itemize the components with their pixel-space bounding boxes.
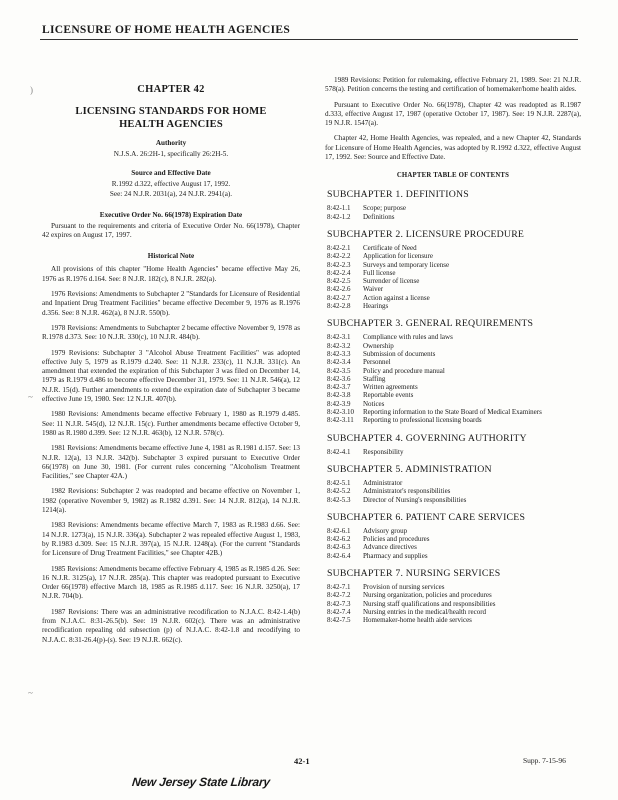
subchapter-heading: SUBCHAPTER 7. NURSING SERVICES <box>327 567 501 579</box>
subchapter-heading: SUBCHAPTER 2. LICENSURE PROCEDURE <box>327 228 525 240</box>
right-column <box>325 76 581 624</box>
section-number: 8:42-7.2 <box>327 591 351 600</box>
section-title: Ownership <box>363 341 394 350</box>
toc-title: CHAPTER TABLE OF CONTENTS <box>396 172 510 180</box>
section-number: 8:42-2.8 <box>327 302 351 311</box>
source-line-2: See: 24 N.J.R. 2031(a), 24 N.J.R. 2941(a). <box>109 189 233 198</box>
section-number: 8:42-2.7 <box>327 293 351 302</box>
section-number: 8:42-3.9 <box>327 399 351 408</box>
toc-entry <box>325 552 581 560</box>
library-stamp: New Jersey State Library <box>131 775 271 789</box>
section-title: Advisory group <box>363 526 408 535</box>
section-number: 8:42-7.3 <box>327 599 351 608</box>
toc-entry <box>325 487 581 495</box>
source-text <box>42 180 300 199</box>
section-title: Director of Nursing's responsibilities <box>363 495 467 504</box>
section-number: 8:42-3.5 <box>327 366 351 375</box>
header-rule <box>40 39 578 40</box>
history-paragraph: Chapter 42, Home Health Agencies, was repealed, and a new Chapter 42, Standards for Licensure of Home Health Agencies, was adopted by R.1992 d.322, effective August 17, 1992. See: Source and Effective Date. <box>325 134 581 162</box>
section-number: 8:42-3.6 <box>327 374 351 383</box>
toc-entry <box>325 294 581 302</box>
section-title: Reporting information to the State Board of Medical Examiners <box>363 408 542 417</box>
section-number: 8:42-2.1 <box>327 243 351 252</box>
history-paragraph: Pursuant to Executive Order No. 66(1978), Chapter 42 was readopted as R.1987 d.333, effective August 17, 1987 (operative October 17, 1987). See: 19 N.J.R. 2287(a), 19 N.J.R. 1547(a). <box>325 100 581 128</box>
section-title: Homemaker-home health aide services <box>363 616 472 625</box>
section-number: 8:42-5.1 <box>327 478 351 487</box>
authority-text: N.J.S.A. 26:2H-1, specifically 26:2H-5. <box>113 150 229 158</box>
section-title: Pharmacy and supplies <box>363 551 428 560</box>
section-number: 8:42-2.3 <box>327 260 351 269</box>
toc-entry <box>325 591 581 599</box>
history-paragraph: 1979 Revisions: Subchapter 3 "Alcohol Abuse Treatment Facilities" was adopted effective July 5, 1979 as R.1979 d.240. See: 11 N.J.R. 233(c), 11 N.J.R. 331(c). An amendment that extended the expiration of this Subchapter 3 was filed on December 14, 1979 as R.1979 d.486 to become effective December 31, 1979. See: 11 N.J.R. 546(a), 12 N.J.R. 15(d). Further amendments to extend the expiration date of Subchapter 3 became effective June 19, 1980. See: 12 N.J.R. 407(b). <box>42 348 300 404</box>
section-number: 8:42-3.2 <box>327 341 351 350</box>
subchapter-heading: SUBCHAPTER 6. PATIENT CARE SERVICES <box>327 511 526 523</box>
section-title: Personnel <box>363 358 391 367</box>
toc-entry <box>325 448 581 456</box>
history-paragraph: 1987 Revisions: There was an administrative recodification to N.J.A.C. 8:42-1.4(b) from N.J.A.C. 8:31-26.5(b). See: 19 N.J.R. 602(c). There was an administrative recodification repealing old subsection (p) of N.J.A.C. 8:42-1.8 and recodifying to N.J.A.C. 8:31-26.4(p)-(s). See: 19 N.J.R. 662(c). <box>42 607 300 644</box>
section-title: Staffing <box>363 374 386 383</box>
toc-entry <box>325 527 581 535</box>
toc-entry <box>325 333 581 341</box>
section-number: 8:42-7.1 <box>327 582 351 591</box>
history-paragraph: 1978 Revisions: Amendments to Subchapter 2 became effective November 9, 1978 as R.1978 d.373. See: 10 N.J.R. 330(c), 10 N.J.R. 484(b). <box>42 323 300 342</box>
toc-entry <box>325 350 581 358</box>
history-paragraph: 1980 Revisions: Amendments became effective February 1, 1980 as R.1979 d.485. See: 11 N.J.R. 545(d), 12 N.J.R. 15(c). Further amendments became effective October 9, 1980 as R.1980 d.399. See: 12 N.J.R. 463(b), 12 N.J.R. 578(c). <box>42 410 300 437</box>
section-title: Nursing staff qualifications and responsibilities <box>363 599 496 608</box>
section-title: Administrator's responsibilities <box>363 487 451 496</box>
toc-entry <box>325 213 581 221</box>
section-number: 8:42-2.2 <box>327 252 351 261</box>
toc-entry <box>325 616 581 624</box>
section-number: 8:42-3.11 <box>327 416 354 425</box>
section-title: Policies and procedures <box>363 535 430 544</box>
section-number: 8:42-5.3 <box>327 495 351 504</box>
section-number: 8:42-7.4 <box>327 607 351 616</box>
toc-entry <box>325 269 581 277</box>
chapter-title-line-1: LICENSING STANDARDS FOR HOME <box>75 106 267 117</box>
chapter-label: CHAPTER 42 <box>137 84 205 95</box>
history-paragraph: 1989 Revisions: Petition for rulemaking, effective February 21, 1989. See: 21 N.J.R. 578(a). Petition concerns the testing and certification of homemaker/home health aides. <box>325 76 581 94</box>
table-of-contents <box>325 189 581 624</box>
authority-heading: Authority <box>155 139 187 147</box>
section-title: Reporting to professional licensing boards <box>363 416 482 425</box>
section-number: 8:42-3.4 <box>327 358 351 367</box>
section-title: Application for licensure <box>363 252 433 261</box>
section-number: 8:42-4.1 <box>327 447 351 456</box>
section-number: 8:42-3.10 <box>327 408 355 417</box>
toc-entry <box>325 600 581 608</box>
toc-entry <box>325 244 581 252</box>
source-line-1: R.1992 d.322, effective August 17, 1992. <box>111 180 231 189</box>
chapter-title-line-2: HEALTH AGENCIES <box>119 119 223 130</box>
toc-entry <box>325 367 581 375</box>
toc-entry <box>325 543 581 551</box>
toc-entry <box>325 416 581 424</box>
section-title: Responsibility <box>363 447 404 456</box>
page-number: 42-1 <box>294 756 310 766</box>
section-title: Compliance with rules and laws <box>363 333 453 342</box>
executive-order-heading: Executive Order No. 66(1978) Expiration Date <box>99 210 243 219</box>
section-title: Written agreements <box>363 383 418 392</box>
section-title: Hearings <box>363 302 389 311</box>
section-title: Scope; purpose <box>363 204 406 213</box>
section-number: 8:42-1.2 <box>327 212 351 221</box>
toc-entry <box>325 479 581 487</box>
toc-entry <box>325 261 581 269</box>
section-title: Submission of documents <box>363 349 436 358</box>
toc-entry <box>325 342 581 350</box>
toc-entry <box>325 285 581 293</box>
toc-entry <box>325 400 581 408</box>
subchapter-heading: SUBCHAPTER 5. ADMINISTRATION <box>327 463 492 475</box>
toc-entry <box>325 252 581 260</box>
section-title: Nursing organization, policies and procedures <box>363 591 492 600</box>
section-title: Advance directives <box>363 543 417 552</box>
section-number: 8:42-3.3 <box>327 349 351 358</box>
section-title: Nursing entries in the medical/health record <box>363 607 487 616</box>
section-number: 8:42-6.2 <box>327 535 351 544</box>
section-number: 8:42-7.5 <box>327 616 351 625</box>
toc-entry <box>325 608 581 616</box>
subchapter-heading: SUBCHAPTER 1. DEFINITIONS <box>327 189 469 201</box>
toc-entry <box>325 302 581 310</box>
toc-entry <box>325 583 581 591</box>
section-title: Notices <box>363 399 385 408</box>
toc-entry <box>325 204 581 212</box>
margin-mark-icon: ~ <box>28 688 33 698</box>
section-number: 8:42-3.7 <box>327 383 351 392</box>
section-title: Waiver <box>363 285 384 294</box>
section-title: Provision of nursing services <box>363 582 445 591</box>
historical-note-heading: Historical Note <box>147 252 195 261</box>
toc-entry <box>325 277 581 285</box>
history-paragraph: 1985 Revisions: Amendments became effective February 4, 1985 as R.1985 d.26. See: 16 N.J.R. 3125(a), 17 N.J.R. 285(a). This chapter was readopted pursuant to Executive Order 66(1978) effective March 18, 1985 as R.1985 d.117. See: 16 N.J.R. 3250(a), 17 N.J.R. 704(b). <box>42 564 300 601</box>
section-number: 8:42-6.1 <box>327 526 351 535</box>
toc-entry <box>325 391 581 399</box>
section-number: 8:42-1.1 <box>327 204 351 213</box>
section-title: Surrender of license <box>363 277 420 286</box>
section-title: Certificate of Need <box>363 243 417 252</box>
section-number: 8:42-5.2 <box>327 487 351 496</box>
history-paragraph: 1981 Revisions: Amendments became effective June 4, 1981 as R.1981 d.157. See: 13 N.J.R. 12(a), 13 N.J.R. 342(b). Subchapter 3 expired pursuant to Executive Order 66(1978) on June 30, 1981. (For current rules concerning "Alcoholism Treatment Facilities," see Chapter 42A.) <box>42 444 300 481</box>
section-title: Policy and procedure manual <box>363 366 445 375</box>
section-number: 8:42-3.8 <box>327 391 351 400</box>
toc-entry <box>325 408 581 416</box>
toc-entry <box>325 535 581 543</box>
section-title: Definitions <box>363 212 395 221</box>
supplement-date: Supp. 7-15-96 <box>523 756 566 765</box>
history-paragraph: 1976 Revisions: Amendments to Subchapter 2 "Standards for Licensure of Residential and Inpatient Drug Treatment Facilities" became effective December 9, 1976 as R.1976 d.356. See: 8 N.J.R. 462(a), 8 N.J.R. 550(b). <box>42 290 300 317</box>
history-paragraph: 1982 Revisions: Subchapter 2 was readopted and became effective on November 1, 1982 (operative November 9, 1982) as R.1982 d.391. See: 14 N.J.R. 812(a), 14 N.J.R. 1214(a). <box>42 487 300 515</box>
chapter-title <box>42 105 300 131</box>
running-header: LICENSURE OF HOME HEALTH AGENCIES <box>42 24 291 36</box>
source-heading: Source and Effective Date <box>131 169 211 178</box>
toc-entry <box>325 383 581 391</box>
section-number: 8:42-3.1 <box>327 333 351 342</box>
section-number: 8:42-2.5 <box>327 277 351 286</box>
history-paragraph: All provisions of this chapter "Home Health Agencies" became effective May 26, 1976 as R.1976 d.164. See: 8 N.J.R. 182(c), 8 N.J.R. 282(a). <box>42 265 300 283</box>
executive-order-text: Pursuant to the requirements and criteria of Executive Order No. 66(1978), Chapter 42 expires on August 17, 1997. <box>42 221 300 240</box>
section-title: Surveys and temporary license <box>363 260 450 269</box>
subchapter-heading: SUBCHAPTER 4. GOVERNING AUTHORITY <box>327 432 527 444</box>
section-title: Reportable events <box>363 391 414 400</box>
section-number: 8:42-6.3 <box>327 543 351 552</box>
left-column <box>42 84 300 651</box>
section-title: Action against a license <box>363 293 430 302</box>
history-paragraph: 1983 Revisions: Amendments became effective March 7, 1983 as R.1983 d.66. See: 14 N.J.R. 1273(a), 15 N.J.R. 336(a). Subchapter 2 was repealed effective August 1, 1983, by R.1983 d.309. See: 15 N.J.R. 397(a), 15 N.J.R. 1248(a). (For the current "Standards for Licensure of Drug Treatment Facilities," see Chapter 42B.) <box>42 521 300 558</box>
subchapter-heading: SUBCHAPTER 3. GENERAL REQUIREMENTS <box>327 318 534 330</box>
margin-mark-icon: ) <box>30 85 33 95</box>
section-number: 8:42-6.4 <box>327 551 351 560</box>
section-title: Administrator <box>363 478 403 487</box>
section-number: 8:42-2.6 <box>327 285 351 294</box>
toc-entry <box>325 375 581 383</box>
toc-entry <box>325 358 581 366</box>
section-number: 8:42-2.4 <box>327 268 351 277</box>
section-title: Full license <box>363 268 396 277</box>
margin-mark-icon: ~ <box>28 392 33 402</box>
toc-entry <box>325 496 581 504</box>
